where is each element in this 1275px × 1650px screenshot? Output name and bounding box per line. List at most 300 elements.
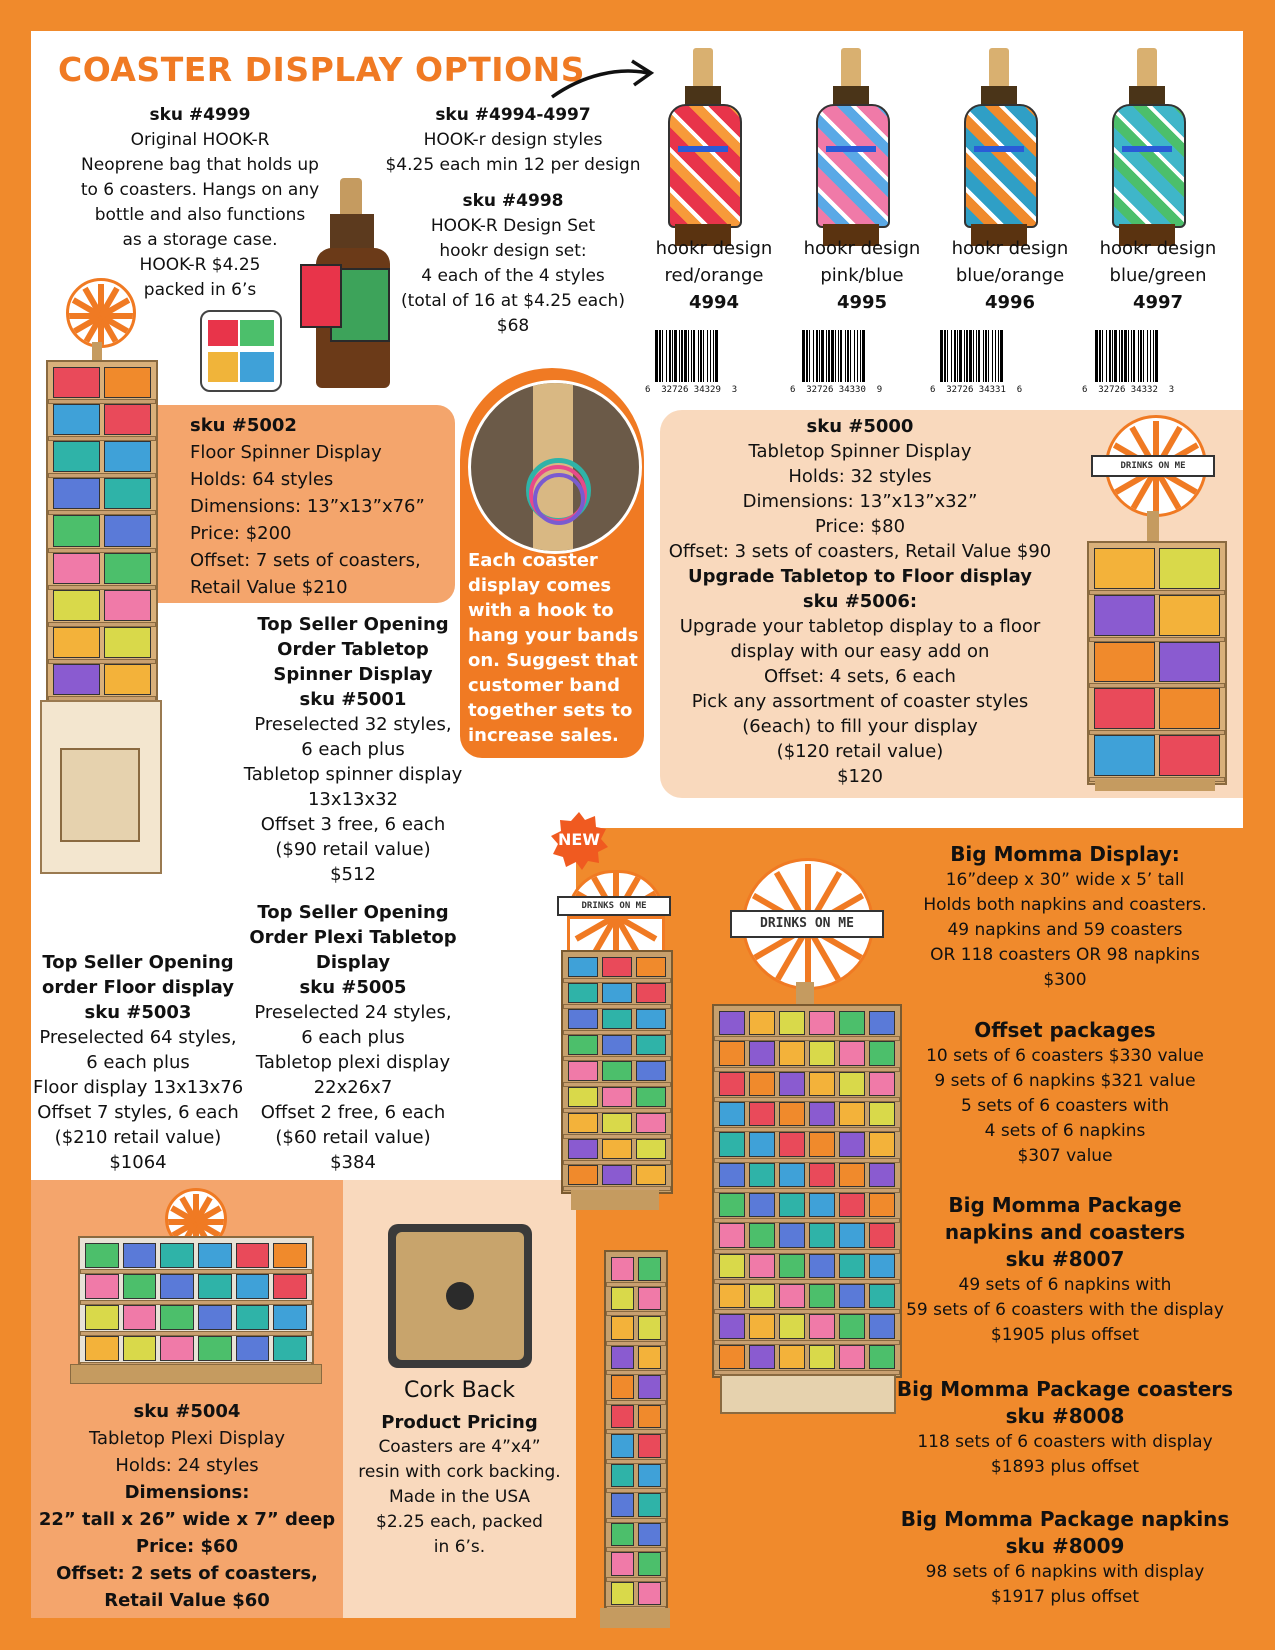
coaster-tile (611, 1552, 634, 1576)
offset-packages-block (905, 1016, 1225, 1169)
logo-band: DRINKS ON ME (557, 896, 671, 916)
coaster-tile (602, 957, 632, 977)
coaster-tile (611, 1464, 634, 1488)
text-line: HOOK-R $4.25 (139, 255, 261, 275)
coaster-tile (839, 1314, 865, 1338)
new-badge (548, 810, 610, 872)
coaster-tile (602, 983, 632, 1003)
coaster-tile (719, 1223, 745, 1247)
text-line: Dimensions: 13”x13”x32” (742, 491, 978, 512)
coaster-tile (636, 1087, 666, 1107)
plexi-display-block (31, 1398, 343, 1614)
coaster-tile (809, 1163, 835, 1187)
coaster-tile (568, 1035, 598, 1055)
design-name: hookr design (655, 238, 773, 259)
coaster-tile (719, 1011, 745, 1035)
coaster-tile (602, 1009, 632, 1029)
coaster-tile (160, 1243, 194, 1268)
coaster-tile (53, 441, 100, 472)
tabletop-spinner-block (660, 414, 1060, 789)
design-name: hookr design (951, 238, 1069, 259)
coaster-tile (568, 1009, 598, 1029)
coaster-tile (809, 1345, 835, 1369)
text-line: Tabletop plexi display (255, 1052, 451, 1073)
text-line: Offset: 2 sets of coasters, (56, 1563, 318, 1584)
coaster-tile (839, 1163, 865, 1187)
sku-label: sku #5003 (84, 1002, 192, 1023)
text-line: resin with cork backing. (358, 1462, 561, 1482)
text-line: with a hook to (468, 600, 614, 621)
text-line: as a storage case. (122, 230, 278, 250)
heading-line: Offset packages (974, 1018, 1156, 1042)
coaster-tile (123, 1243, 157, 1268)
text-line: OR 118 coasters OR 98 napkins (930, 945, 1200, 965)
text-line: 6 each plus (301, 1027, 405, 1048)
barcode-number: 6 32726 34332 3 (1082, 385, 1175, 395)
coaster-tile (779, 1132, 805, 1156)
coaster-tile (779, 1223, 805, 1247)
coaster-tile (568, 1087, 598, 1107)
coaster-tile (636, 957, 666, 977)
heading-line: Spinner Display (273, 664, 433, 685)
sku-label: sku #5005 (299, 977, 407, 998)
design-label-1 (788, 235, 936, 316)
text-line: Offset 2 free, 6 each (260, 1102, 446, 1123)
pocket-strip (974, 146, 1024, 152)
heading-line: Top Seller Opening (257, 614, 449, 635)
coaster-tile (638, 1346, 661, 1370)
text-line: Floor display 13x13x76 (33, 1077, 244, 1098)
logo-band: DRINKS ON ME (1091, 455, 1215, 477)
text-line: 6 each plus (86, 1052, 190, 1073)
coaster-tile (638, 1552, 661, 1576)
text-line: packed in 6’s (143, 280, 257, 300)
coaster-tile (198, 1336, 232, 1361)
text-line: Upgrade your tabletop display to a floor (679, 616, 1041, 637)
design-bottle-2 (951, 42, 1051, 232)
text-line: HOOK-R Design Set (430, 216, 596, 236)
sku-label: sku #4998 (462, 191, 564, 211)
sku-label: sku #8008 (1005, 1404, 1125, 1428)
coaster-tile (809, 1254, 835, 1278)
coaster-tile (869, 1254, 895, 1278)
text-line: Preselected 64 styles, (39, 1027, 237, 1048)
coaster-tile (638, 1582, 661, 1606)
coaster-tile (638, 1375, 661, 1399)
barcode-2 (940, 330, 1004, 390)
text-line: ($60 retail value) (275, 1127, 431, 1148)
coaster-tile (611, 1316, 634, 1340)
coaster-tile (602, 1061, 632, 1081)
page-title: COASTER DISPLAY OPTIONS (58, 50, 586, 89)
coaster-tile (869, 1102, 895, 1126)
cork-pricing-block (343, 1410, 576, 1560)
text-line: 5 sets of 6 coasters with (961, 1096, 1169, 1116)
coaster-tile (636, 1113, 666, 1133)
coaster-tile (809, 1314, 835, 1338)
coaster-tile (869, 1132, 895, 1156)
coaster-tile (568, 983, 598, 1003)
big-momma-block (905, 840, 1225, 993)
coaster-tile (779, 1254, 805, 1278)
text-line: display with our easy add on (730, 641, 990, 662)
big-momma-image (700, 858, 910, 1413)
text-line: Offset: 4 sets, 6 each (764, 666, 956, 687)
coaster-tile (749, 1345, 775, 1369)
design-label-2 (936, 235, 1084, 316)
spinner-tall-image (555, 870, 675, 1210)
design-sku: 4994 (688, 292, 740, 313)
package-8008-block (895, 1376, 1235, 1480)
text-line: 16”deep x 30” wide x 5’ tall (945, 870, 1185, 890)
coaster-tile (749, 1163, 775, 1187)
coaster-tile (636, 1061, 666, 1081)
barcode-1 (802, 330, 866, 390)
coaster-tile (839, 1072, 865, 1096)
hookr-styles-block (375, 103, 651, 178)
text-line: Dimensions: (124, 1482, 250, 1503)
design-label-3 (1084, 235, 1232, 316)
coaster-tile (839, 1041, 865, 1065)
heading-line: napkins and coasters (944, 1220, 1186, 1244)
pocket-strip (678, 146, 728, 152)
text-line: $300 (1043, 970, 1087, 990)
text-line: together sets to (468, 700, 633, 721)
coaster-tile (104, 404, 151, 435)
coaster-tile (719, 1254, 745, 1278)
coaster-tile (104, 441, 151, 472)
coaster-tile (198, 1305, 232, 1330)
coaster-tile (568, 1165, 598, 1185)
coaster-tile (53, 627, 100, 658)
heading-line: Big Momma Package napkins (900, 1507, 1230, 1531)
coaster-tile (636, 983, 666, 1003)
text-line: ($210 retail value) (54, 1127, 222, 1148)
text-line: Holds: 24 styles (115, 1455, 259, 1476)
sku-label: sku #5000 (806, 416, 914, 437)
coaster-tile (779, 1284, 805, 1308)
design-sku: 4996 (984, 292, 1036, 313)
text-line: Holds: 64 styles (190, 469, 334, 490)
coaster-tile (779, 1072, 805, 1096)
cork-label: Cork Back (403, 1378, 515, 1403)
heading-line: Product Pricing (381, 1412, 538, 1433)
coaster-tile (638, 1523, 661, 1547)
coaster-tile (85, 1274, 119, 1299)
text-line: Offset 7 styles, 6 each (37, 1102, 239, 1123)
floor-spinner-image (40, 278, 160, 878)
sku-label: sku #5001 (299, 689, 407, 710)
text-line: $1064 (109, 1152, 167, 1173)
coaster-tile (749, 1072, 775, 1096)
barcode-0 (655, 330, 719, 390)
text-line: $512 (330, 864, 376, 885)
coaster-tile (839, 1223, 865, 1247)
coaster-tile (839, 1193, 865, 1217)
coaster-tile (719, 1163, 745, 1187)
design-sku: 4995 (836, 292, 888, 313)
heading-line: Display (315, 952, 391, 973)
hookr-bag-image (200, 310, 282, 392)
coaster-tile (719, 1284, 745, 1308)
coaster-tile (611, 1582, 634, 1606)
text-line: $68 (496, 316, 530, 336)
text-line: $120 (837, 766, 883, 787)
text-line: HOOK-r design styles (423, 130, 603, 150)
coaster-tile (869, 1072, 895, 1096)
coaster-tile (638, 1434, 661, 1458)
sku-label: sku #4994-4997 (435, 105, 591, 125)
text-line: 9 sets of 6 napkins $321 value (934, 1071, 1196, 1091)
coaster-tile (104, 590, 151, 621)
hook-photo (468, 380, 642, 554)
design-color: blue/green (1109, 265, 1207, 286)
coaster-tile (749, 1193, 775, 1217)
coaster-tile (779, 1193, 805, 1217)
floor-spinner-block (190, 412, 450, 601)
coaster-tile (1159, 595, 1220, 636)
top-seller-floor-block (33, 950, 243, 1175)
design-color: blue/orange (955, 265, 1065, 286)
cork-coaster-image (388, 1224, 532, 1368)
coaster-tile (236, 1243, 270, 1268)
top-seller-plexi-block (235, 900, 471, 1175)
heading-line: Top Seller Opening (257, 902, 449, 923)
coaster-tile (1159, 735, 1220, 776)
text-line: Offset 3 free, 6 each (260, 814, 446, 835)
text-line: customer band (468, 675, 621, 696)
coaster-tile (602, 1113, 632, 1133)
text-line: Price: $80 (814, 516, 906, 537)
coaster-tile (869, 1041, 895, 1065)
text-line: 4 each of the 4 styles (421, 266, 605, 286)
text-line: Preselected 32 styles, (254, 714, 452, 735)
coaster-tile (104, 478, 151, 509)
text-line: $1917 plus offset (990, 1587, 1140, 1607)
coaster-tile (273, 1243, 307, 1268)
coaster-tile (273, 1305, 307, 1330)
coaster-tile (53, 664, 100, 695)
coaster-tile (602, 1165, 632, 1185)
text-line: (6each) to fill your display (742, 716, 978, 737)
text-line: Pick any assortment of coaster styles (691, 691, 1029, 712)
barcode-number: 6 32726 34331 6 (930, 385, 1023, 395)
coaster-tile (719, 1345, 745, 1369)
coaster-tile (749, 1102, 775, 1126)
coaster-tile (809, 1011, 835, 1035)
coaster-tile (719, 1072, 745, 1096)
text-line: Floor Spinner Display (190, 442, 382, 463)
text-line: 98 sets of 6 napkins with display (925, 1562, 1205, 1582)
coaster-tile (123, 1336, 157, 1361)
coaster-tile (636, 1165, 666, 1185)
logo-disc (66, 278, 136, 348)
hookr-original-block (60, 103, 340, 303)
coaster-tile (611, 1493, 634, 1517)
heading-line: Big Momma Display: (950, 842, 1180, 866)
coaster-tile (869, 1284, 895, 1308)
pocket-strip (1122, 146, 1172, 152)
coaster-tile (869, 1314, 895, 1338)
coaster-tile (611, 1375, 634, 1399)
text-line: Preselected 24 styles, (254, 1002, 452, 1023)
coaster-tile (749, 1254, 775, 1278)
pocket-strip (826, 146, 876, 152)
text-line: to 6 coasters. Hangs on any (80, 180, 320, 200)
coaster-tile (839, 1254, 865, 1278)
coaster-tile (719, 1132, 745, 1156)
coaster-tile (1159, 548, 1220, 589)
text-line: 10 sets of 6 coasters $330 value (926, 1046, 1204, 1066)
coaster-tile (809, 1193, 835, 1217)
coaster-tile (636, 1009, 666, 1029)
text-line: Tabletop Spinner Display (748, 441, 972, 462)
coaster-tile (749, 1132, 775, 1156)
barcode-bar (865, 330, 866, 382)
design-color: red/orange (664, 265, 764, 286)
text-line: 13x13x32 (307, 789, 399, 810)
text-line: display comes (468, 575, 612, 596)
text-line: 49 sets of 6 napkins with (958, 1275, 1172, 1295)
coaster-tile (779, 1314, 805, 1338)
coaster-tile (809, 1223, 835, 1247)
coaster-tile (611, 1405, 634, 1429)
sku-label: sku #4999 (149, 105, 251, 125)
coaster-tile (236, 1336, 270, 1361)
coaster-tile (809, 1132, 835, 1156)
text-line: $2.25 each, packed (376, 1512, 543, 1532)
barcode-bar (1158, 330, 1159, 382)
coaster-tile (53, 590, 100, 621)
coaster-tile (636, 1139, 666, 1159)
coaster-tile (809, 1284, 835, 1308)
coaster-tile (53, 404, 100, 435)
sku-label: sku #8007 (1005, 1247, 1125, 1271)
coaster-tile (638, 1405, 661, 1429)
sku-label: sku #5004 (133, 1401, 241, 1422)
upgrade-heading: Upgrade Tabletop to Floor display (688, 566, 1032, 587)
coaster-tile (123, 1305, 157, 1330)
coaster-tile (869, 1011, 895, 1035)
package-8009-block (895, 1506, 1235, 1610)
coaster-tile (869, 1163, 895, 1187)
coaster-tile (236, 1305, 270, 1330)
coaster-tile (85, 1336, 119, 1361)
coaster-tile (638, 1316, 661, 1340)
text-line: Made in the USA (388, 1487, 531, 1507)
coaster-tile (779, 1041, 805, 1065)
coaster-tile (839, 1011, 865, 1035)
coaster-tile (779, 1163, 805, 1187)
tabletop-spinner-image (1065, 415, 1235, 793)
coaster-tile (1094, 688, 1155, 729)
design-bottle-1 (803, 42, 903, 232)
text-line: Offset: 7 sets of coasters, (190, 550, 421, 571)
text-line: $1893 plus offset (990, 1457, 1140, 1477)
barcode-bar (718, 330, 719, 382)
text-line: hookr design set: (439, 241, 587, 261)
package-8007-block (895, 1192, 1235, 1348)
text-line: Tabletop Plexi Display (88, 1428, 286, 1449)
coaster-tile (602, 1139, 632, 1159)
coaster-tile (568, 1061, 598, 1081)
heading-line: Big Momma Package (948, 1193, 1182, 1217)
heading-line: Order Plexi Tabletop (249, 927, 457, 948)
coaster-tile (809, 1041, 835, 1065)
coaster-tile (1094, 595, 1155, 636)
coaster-tile (602, 1087, 632, 1107)
coaster-tile (749, 1223, 775, 1247)
coaster-tile (611, 1287, 634, 1311)
coaster-tile (273, 1336, 307, 1361)
text-line: (total of 16 at $4.25 each) (401, 291, 625, 311)
coaster-tile (636, 1035, 666, 1055)
coaster-tile (104, 664, 151, 695)
design-label-0 (640, 235, 788, 316)
barcode-number: 6 32726 34329 3 (645, 385, 738, 395)
text-line: hang your bands (468, 625, 639, 646)
coaster-tile (53, 515, 100, 546)
coaster-tile (53, 367, 100, 398)
coaster-tile (568, 1139, 598, 1159)
text-line: 118 sets of 6 coasters with display (917, 1432, 1213, 1452)
text-line: Price: $60 (135, 1536, 239, 1557)
coaster-tile (611, 1434, 634, 1458)
coaster-tile (719, 1314, 745, 1338)
coaster-tile (839, 1284, 865, 1308)
coaster-tile (602, 1035, 632, 1055)
text-line: $1905 plus offset (990, 1325, 1140, 1345)
text-line: Each coaster (468, 550, 598, 571)
design-color: pink/blue (820, 265, 904, 286)
coaster-tile (160, 1274, 194, 1299)
hook-note-block (468, 548, 648, 748)
text-line: 22x26x7 (313, 1077, 393, 1098)
coaster-tile (719, 1041, 745, 1065)
coaster-tile (611, 1523, 634, 1547)
coaster-tile (839, 1132, 865, 1156)
text-line: ($120 retail value) (776, 741, 944, 762)
coaster-tile (273, 1274, 307, 1299)
coaster-tile (719, 1102, 745, 1126)
sku-label: sku #5006: (802, 591, 918, 612)
design-bottle-3 (1099, 42, 1199, 232)
text-line: $307 value (1017, 1146, 1113, 1166)
coaster-tile (638, 1287, 661, 1311)
new-badge-label: NEW (558, 830, 600, 849)
sku-label: sku #8009 (1005, 1534, 1125, 1558)
coaster-tile (779, 1345, 805, 1369)
hookr-set-block (375, 189, 651, 339)
coaster-tile (568, 1113, 598, 1133)
text-line: increase sales. (468, 725, 619, 746)
heading-line: Top Seller Opening (42, 952, 234, 973)
coaster-tile (85, 1305, 119, 1330)
text-line: Tabletop spinner display (243, 764, 463, 785)
text-line: bottle and also functions (94, 205, 306, 225)
coaster-tile (719, 1193, 745, 1217)
heading-line: Big Momma Package coasters (896, 1377, 1234, 1401)
text-line: in 6’s. (433, 1537, 486, 1557)
design-sku: 4997 (1132, 292, 1184, 313)
barcode-number: 6 32726 34330 9 (790, 385, 883, 395)
coaster-tile (611, 1257, 634, 1281)
coaster-tile (123, 1274, 157, 1299)
coaster-tile (53, 478, 100, 509)
top-seller-tabletop-block (235, 612, 471, 887)
coaster-tile (809, 1072, 835, 1096)
text-line: $384 (330, 1152, 376, 1173)
